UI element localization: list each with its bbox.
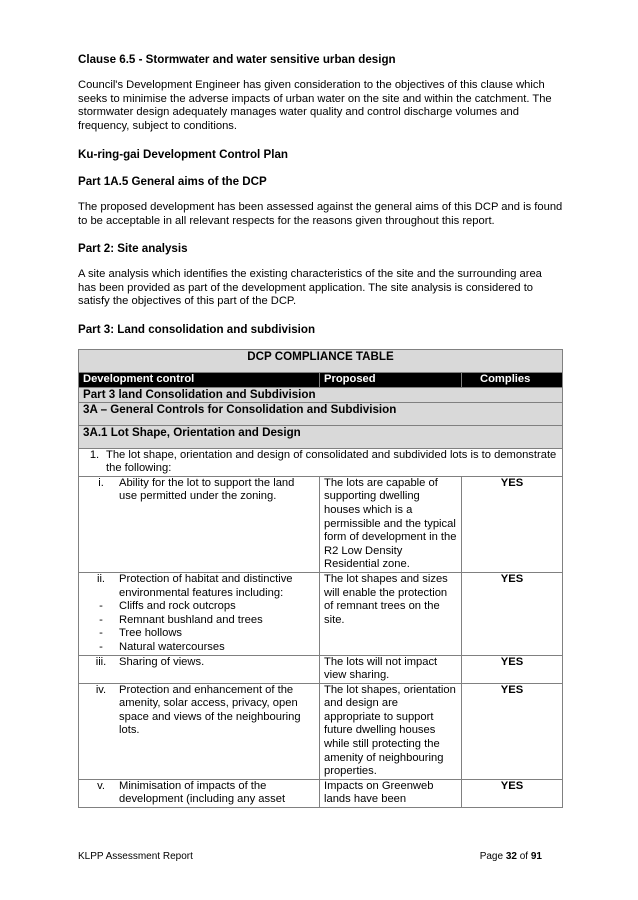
item-numeral: iii. [95, 655, 107, 668]
part1-heading: Part 1A.5 General aims of the DCP [78, 175, 267, 188]
page-total: 91 [530, 851, 542, 862]
complies-cell: YES [462, 779, 563, 807]
item-numeral: i. [98, 476, 104, 489]
section-label: Part 3 land Consolidation and Subdivision [79, 388, 563, 403]
control-text: Ability for the lot to support the land use permitted under the zoning. [119, 476, 295, 503]
header-development-control: Development control [79, 373, 320, 388]
control-cell [79, 655, 320, 683]
dash-bullet: - [99, 627, 103, 640]
page-of: of [519, 851, 529, 862]
sub-item [99, 600, 315, 614]
control-text: Protection of habitat and distinctive environmental features including: [119, 572, 293, 599]
control-cell [79, 779, 320, 807]
complies-cell: YES [462, 572, 563, 655]
sub-item-text: Natural watercourses [119, 640, 225, 653]
header-proposed: Proposed [320, 373, 462, 388]
complies-cell: YES [462, 476, 563, 572]
proposed-cell: The lots are capable of supporting dwelling houses which is a permissible and the typical form of development in the R2 Low Density Residential zone. [320, 476, 462, 572]
page-prefix: Page [479, 851, 504, 862]
table-title-row [79, 350, 563, 373]
intro-cell [79, 448, 563, 476]
item-numeral: ii. [96, 572, 106, 585]
table-row [79, 572, 563, 655]
sub-item [99, 640, 315, 655]
subsection-label: 3A – General Controls for Consolidation and Subdivision [79, 402, 563, 425]
complies-cell: YES [462, 683, 563, 779]
part3-heading: Part 3: Land consolidation and subdivision [78, 323, 316, 336]
clause-heading: Clause 6.5 - Stormwater and water sensitive urban design [78, 53, 396, 66]
dash-bullet: - [99, 613, 103, 626]
sub-item [99, 613, 315, 628]
page-current: 32 [505, 851, 517, 862]
footer-page-number [480, 851, 542, 862]
subsubsection-label: 3A.1 Lot Shape, Orientation and Design [79, 425, 563, 448]
control-text: Protection and enhancement of the amenity, solar access, privacy, open space and views of the neighbouring lots. [119, 683, 301, 737]
sub-item-text: Cliffs and rock outcrops [119, 600, 236, 613]
part2-paragraph: A site analysis which identifies the existing characteristics of the site and the surrounding area has been provided as part of the development application. The site analysis is considered to satisfy the objectives of this part of the DCP. [78, 268, 542, 308]
control-text: Minimisation of impacts of the development (including any asset [119, 779, 286, 806]
section-row [79, 388, 563, 403]
part2-heading: Part 2: Site analysis [78, 242, 188, 255]
proposed-cell: The lot shapes and sizes will enable the protection of remnant trees on the site. [320, 572, 462, 655]
table-row [79, 779, 563, 807]
proposed-cell: The lot shapes, orientation and design are appropriate to support future dwelling houses while still protecting the amenity of neighbouring properties. [320, 683, 462, 779]
dash-bullet: - [99, 640, 103, 653]
dash-bullet: - [99, 600, 103, 613]
sub-item [99, 627, 315, 641]
proposed-cell: Impacts on Greenweb lands have been [320, 779, 462, 807]
control-cell [79, 683, 320, 779]
table-title: DCP COMPLIANCE TABLE [79, 350, 563, 373]
table-row [79, 476, 563, 572]
dcp-compliance-table [78, 349, 563, 808]
control-cell [79, 572, 320, 655]
header-complies: Complies [462, 373, 563, 388]
intro-text: The lot shape, orientation and design of consolidated and subdivided lots is to demonstrate the following: [106, 448, 557, 475]
control-text: Sharing of views. [119, 655, 205, 668]
subsubsection-row [79, 425, 563, 448]
table-row [79, 655, 563, 683]
clause-paragraph: Council's Development Engineer has given consideration to the objectives of this clause which seeks to minimise the adverse impacts of urban water on the site and within the catchment. The stormwater design adequately manages water quality and control discharge volumes and frequency, subject to conditions. [78, 79, 552, 132]
part1-paragraph: The proposed development has been assessed against the general aims of this DCP and is found to be acceptable in all relevant respects for the reasons given throughout this report. [78, 201, 563, 227]
intro-number: 1. [89, 448, 100, 461]
sub-item-text: Remnant bushland and trees [119, 613, 263, 626]
control-cell [79, 476, 320, 572]
table-header-row [79, 373, 563, 388]
sub-item-text: Tree hollows [119, 627, 183, 640]
item-numeral: v. [97, 779, 105, 792]
proposed-cell: The lots will not impact view sharing. [320, 655, 462, 683]
intro-row [79, 448, 563, 476]
dcp-heading: Ku-ring-gai Development Control Plan [78, 148, 288, 161]
item-numeral: iv. [95, 683, 107, 696]
complies-cell: YES [462, 655, 563, 683]
subsection-row [79, 402, 563, 425]
footer-report-name: KLPP Assessment Report [78, 851, 193, 862]
table-row [79, 683, 563, 779]
